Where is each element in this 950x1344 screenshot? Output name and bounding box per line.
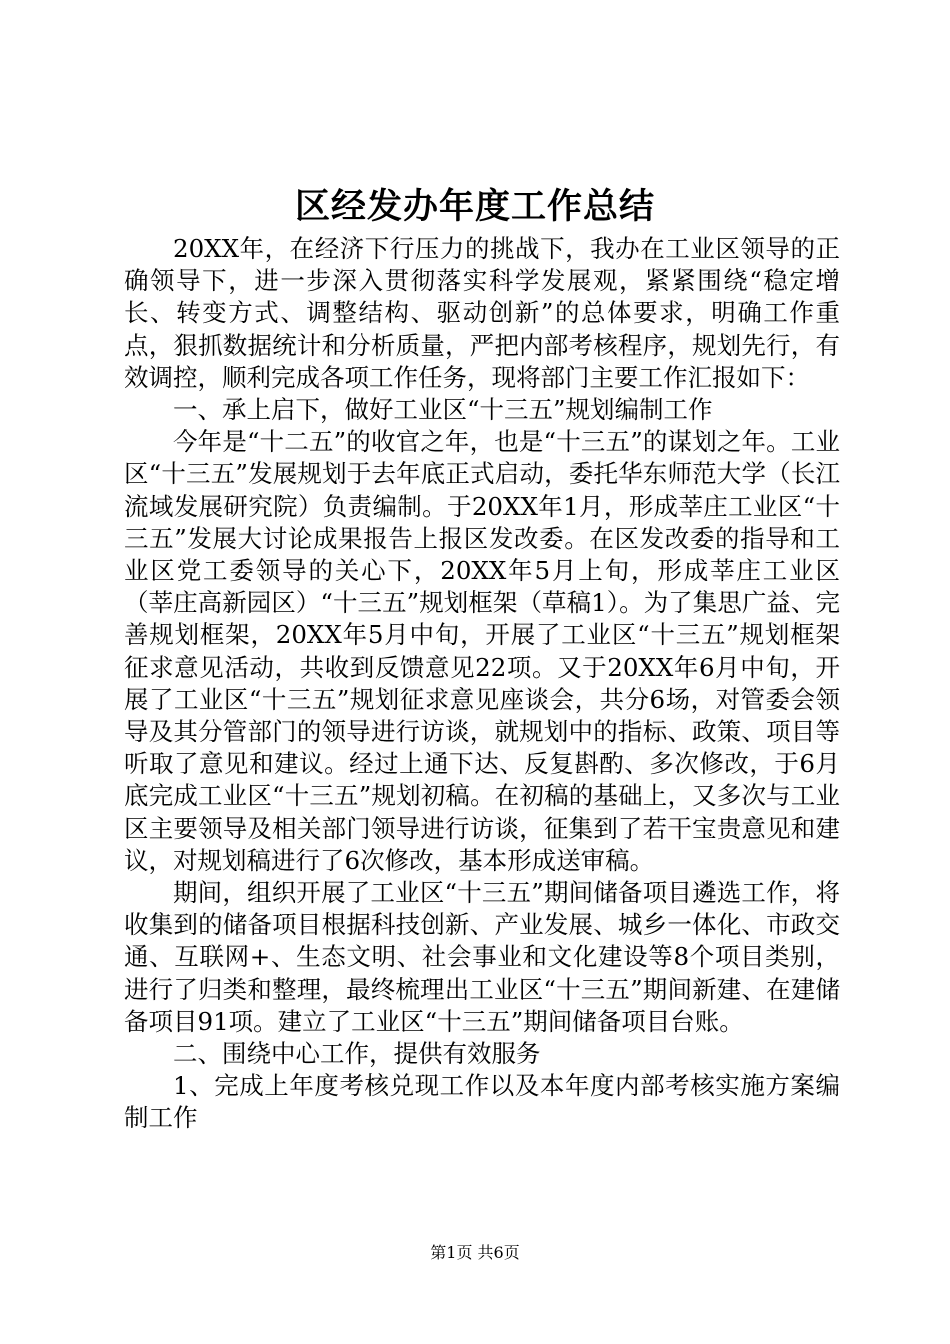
document-body [124,233,840,1135]
page-number-footer: 第1页 共6页 [430,1243,520,1262]
paragraph-intro: 20XX年，在经济下行压力的挑战下，我办在工业区领导的正确领导下，进一步深入贯彻落实科学发展观，紧紧围绕“稳定增长、转变方式、调整结构、驱动创新”的总体要求，明确工作重点，狠抓数据统计和分析质量，严把内部考核程序，规划先行，有效调控，顺利完成各项工作任务，现将部门主要工作汇报如下： [124,234,840,392]
paragraph-reserve-projects: 期间，组织开展了工业区“十三五”期间储备项目遴选工作，将收集到的储备项目根据科技创新、产业发展、城乡一体化、市政交通、互联网+、生态文明、社会事业和文化建设等8个项目类别，进行了归类和整理，最终梳理出工业区“十三五”期间新建、在建储备项目91项。建立了工业区“十三五”期间储备项目台账。 [124,878,840,1036]
subsection-heading-1: 1、完成上年度考核兑现工作以及本年度内部考核实施方案编制工作 [124,1071,840,1133]
document-title: 区经发办年度工作总结 [294,186,655,227]
paragraph-planning: 今年是“十二五”的收官之年，也是“十三五”的谋划之年。工业区“十三五”发展规划于去年底正式启动，委托华东师范大学（长江流域发展研究院）负责编制。于20XX年1月，形成莘庄工业区“十三五”发展大讨论成果报告上报区发改委。在区发改委的指导和工业区党工委领导的关心下，20XX年5月上旬，形成莘庄工业区（莘庄高新园区）“十三五”规划框架（草稿1）。为了集思广益、完善规划框架，20XX年5月中旬，开展了工业区“十三五”规划框架征求意见活动，共收到反馈意见22项。又于20XX年6月中旬，开展了工业区“十三五”规划征求意见座谈会，共分6场，对管委会领导及其分管部门的领导进行访谈，就规划中的指标、政策、项目等听取了意见和建议。经过上通下达、反复斟酌、多次修改，于6月底完成工业区“十三五”规划初稿。在初稿的基础上，又多次与工业区主要领导及相关部门领导进行访谈，征集到了若干宝贵意见和建议，对规划稿进行了6次修改，基本形成送审稿。 [124,427,840,875]
section-heading-2: 二、围绕中心工作，提供有效服务 [173,1039,541,1069]
section-heading-1: 一、承上启下，做好工业区“十三五”规划编制工作 [173,395,713,425]
